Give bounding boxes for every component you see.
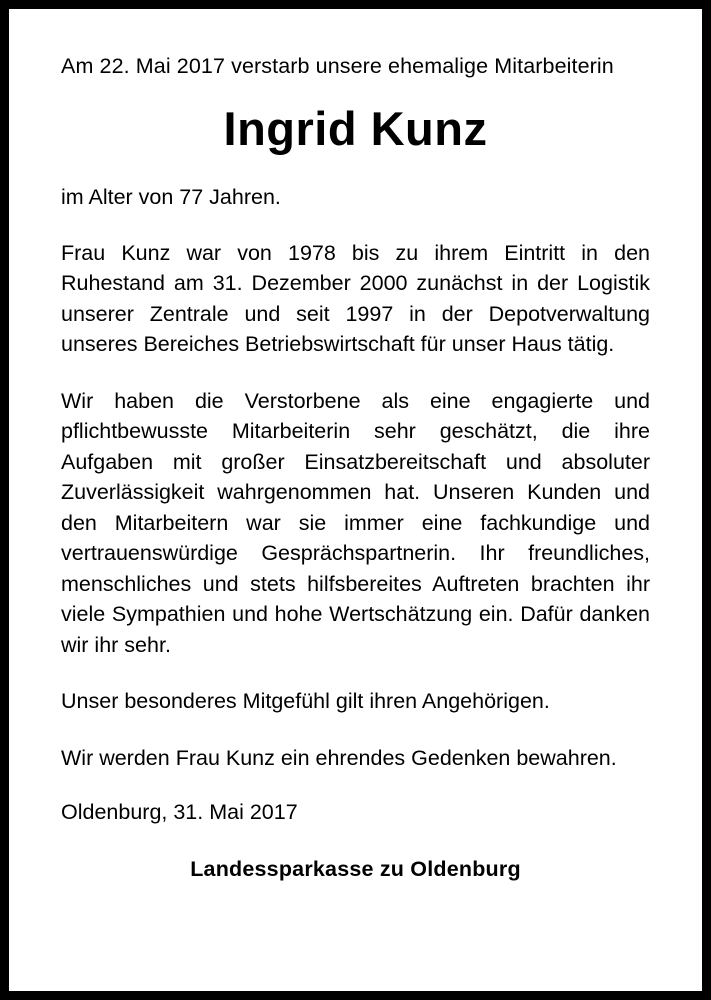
deceased-name: Ingrid Kunz	[223, 101, 488, 155]
notice-body	[61, 53, 650, 961]
intro-line: Am 22. Mai 2017 verstarb unsere ehemalige Mitarbeiterin	[61, 54, 614, 78]
paragraph-career: Frau Kunz war von 1978 bis zu ihrem Eintritt in den Ruhestand am 31. Dezember 2000 zunächst in der Logistik unserer Zentrale und seit 1997 in der Depotverwaltung unseres Bereiches Betriebswirtschaft für unser Haus tätig.	[61, 240, 650, 357]
paragraph-remembrance: Wir werden Frau Kunz ein ehrendes Gedenken bewahren.	[61, 745, 617, 770]
place-and-date: Oldenburg, 31. Mai 2017	[61, 800, 298, 825]
age-line: im Alter von 77 Jahren.	[61, 185, 281, 210]
paragraph-tribute: Wir haben die Verstorbene als eine engagierte und pflichtbewusste Mitarbeiterin sehr geschätzt, die ihre Aufgaben mit großer Einsatzbereitschaft und absoluter Zuverlässigkeit wahrgenommen hat. Unseren Kunden und den Mitarbeitern war sie immer eine fachkundige und vertrauenswürdige Gesprächspartnerin. Ihr freundliches, menschliches und stets hilfsbereites Auftreten brachten ihr viele Sympathien und hohe Wertschätzung ein. Dafür danken wir ihr sehr.	[61, 388, 650, 657]
organization-signature: Landessparkasse zu Oldenburg	[190, 857, 521, 882]
paragraph-condolence: Unser besonderes Mitgefühl gilt ihren Angehörigen.	[61, 689, 550, 714]
